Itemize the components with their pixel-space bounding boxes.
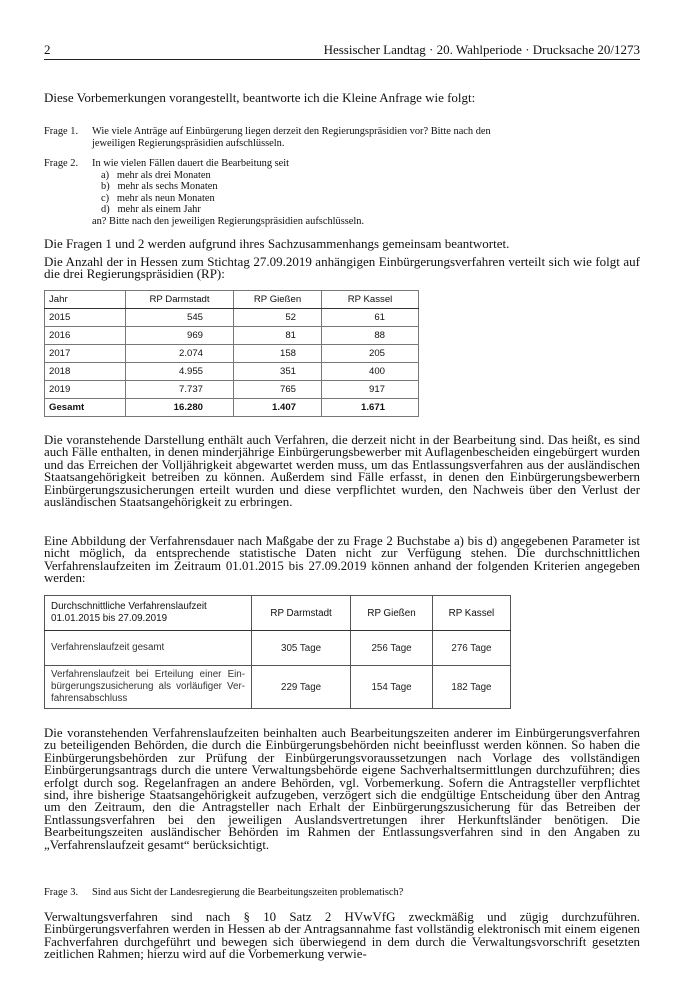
table-cell: 52 [234,309,322,327]
table-cell: 2.074 [126,345,234,363]
table-total-row [45,399,419,417]
final-paragraph: Verwaltungsverfahren sind nach § 10 Satz 2 HVwVfG zweckmäßig und zügig durchzuführen. Einbürgerungsverfahren werden in Hessen ab der Antragsannahme fast vollständig elektronisch mit einem eigenen Fachverfahren durchgeführt und bewegen sich überwiegend in dem durch die Verwaltungsvorschrift gesetzten zeitlichen Rahmen; hierzu wird auf die Vorbemerkung verwie- [44,910,640,962]
table-header-cell [45,596,252,631]
table-cell: 2018 [45,363,126,381]
table-cell: 256 Tage [351,631,433,666]
table-cell: Verfahrenslaufzeit gesamt [45,631,252,666]
question-1-line: Wie viele Anträge auf Einbürgerung liegen derzeit den Regierungspräsidien vor? Bitte nach den [92,126,491,137]
table-cell: 2015 [45,309,126,327]
table-cell: 88 [322,327,419,345]
question-2-text [92,158,640,228]
table-cell: 7.737 [126,381,234,399]
question-1-text [92,126,640,149]
table-row [45,345,419,363]
table-cell: 1.671 [322,399,419,417]
question-2-line: In wie vielen Fällen dauert die Bearbeitung seit [92,158,290,169]
table-cell: 1.407 [234,399,322,417]
table-cell: 917 [322,381,419,399]
header-rule [44,59,640,60]
table-header-line: Durchschnittliche Verfahrenslaufzeit [51,601,207,612]
page-number: 2 [44,42,51,57]
table-cell: 305 Tage [252,631,351,666]
table-header-row [45,291,419,309]
intro-paragraph: Diese Vorbemerkungen vorangestellt, beantworte ich die Kleine Anfrage wie folgt: [44,90,476,105]
table-cell: 351 [234,363,322,381]
table-cell: 61 [322,309,419,327]
table-cell: 2017 [45,345,126,363]
table-header-row [45,596,511,631]
table-row [45,381,419,399]
table-cell: 400 [322,363,419,381]
table-cell: 2019 [45,381,126,399]
table-cell: Gesamt [45,399,126,417]
table-cell: 205 [322,345,419,363]
question-3-text [92,887,640,899]
table-header-cell: RP Gießen [234,291,322,309]
table-header-cell: Jahr [45,291,126,309]
table-cell: 2016 [45,327,126,345]
answer-paragraph-2: Die Anzahl der in Hessen zum Stichtag 27.09.2019 anhängigen Einbürgerungsverfahren verteilt sich wie folgt auf die drei Regierungspräsidien (RP): [44,254,640,282]
answer-paragraph-1: Die Fragen 1 und 2 werden aufgrund ihres Sachzusammenhangs gemeinsam beantwortet. [44,236,510,251]
paragraph-after-table-2: Die voranstehenden Verfahrenslaufzeiten beinhalten auch Bearbeitungszeiten anderer im Einbürgerungsverfahren zu beteiligenden Behörden, die durch die Einbürgerungsbehörden nicht beeinflusst werden können. So haben die Einbürgerungsbehörden zur Prüfung der Einbürgerungsvoraussetzungen nach Vorlage des vollständigen Einbürgerungsantrags durch die untere Verwaltungsbehörde eigene Sachverhaltsermittlungen durchzuführen; dies erfolgt durch sog. Regelanfragen an andere Behörden, vgl. Vorbemerkung. Sofern die Antragsteller verpflichtet sind, ihre bisherige Staatsangehörigkeit aufzugeben, verzögert sich die endgültige Entscheidung über den Antrag um den Zeitraum, den die Antragsteller nach Erhalt der Einbürgerungszusicherung für das Betreiben der Entlassungsverfahren bei den jeweiligen Auslandsvertretungen ihrer Herkunftsländer benötigen. Die Bearbeitungszeiten ausländischer Behörden im Rahmen der Entlassungsverfahren sind in den Angaben zu „Verfahrenslaufzeit gesamt“ berücksichtigt. [44,726,640,852]
table-cell: 81 [234,327,322,345]
question-2-item: d) mehr als einem Jahr [101,204,201,216]
page-header [44,42,640,58]
table-cell: 4.955 [126,363,234,381]
table-row [45,666,511,709]
question-1-line: jeweiligen Regierungspräsidien aufschlüsseln. [92,137,285,149]
question-2-item: b) mehr als sechs Monaten [101,181,218,193]
header-title: Hessischer Landtag · 20. Wahlperiode · Drucksache 20/1273 [323,42,640,57]
table-row [45,631,511,666]
question-2-item: c) mehr als neun Monaten [101,192,215,204]
table-header-line: 01.01.2015 bis 27.09.2019 [51,613,168,624]
pending-applications-table [44,290,419,417]
table-cell: 158 [234,345,322,363]
question-2-label: Frage 2. [44,158,79,169]
table-row [45,327,419,345]
table-cell: Verfahrenslaufzeit bei Erteilung einer Einbürgerungszusicherung als vorläufiger Verfahrensabschluss [45,666,252,709]
table-cell: 182 Tage [432,666,510,709]
question-2-line: an? Bitte nach den jeweiligen Regierungspräsidien aufschlüsseln. [92,215,365,227]
table-row [45,309,419,327]
question-3-label: Frage 3. [44,887,79,898]
table-cell: 765 [234,381,322,399]
table-cell: 276 Tage [432,631,510,666]
table-header-cell: RP Darmstadt [126,291,234,309]
question-3-line: Sind aus Sicht der Landesregierung die Bearbeitungszeiten problematisch? [92,887,404,898]
table-header-cell: RP Gießen [351,596,433,631]
table-cell: 229 Tage [252,666,351,709]
table-header-cell: RP Kassel [322,291,419,309]
table-cell: 969 [126,327,234,345]
table-header-cell: RP Kassel [432,596,510,631]
table-header-cell: RP Darmstadt [252,596,351,631]
table-cell: 545 [126,309,234,327]
table-cell: 154 Tage [351,666,433,709]
paragraph-before-table-2: Eine Abbildung der Verfahrensdauer nach Maßgabe der zu Frage 2 Buchstabe a) bis d) angegebenen Parameter ist nicht möglich, da entsprechende statistische Daten nicht zur Verfügung stehen. Die durchschnittlichen Verfahrenslaufzeiten im Zeitraum 01.01.2015 bis 27.09.2019 können anhand der folgenden Kriterien angegeben werden: [44,534,640,586]
paragraph-after-table-1: Die voranstehende Darstellung enthält auch Verfahren, die derzeit nicht in der Bearbeitung sind. Das heißt, es sind auch Fälle enthalten, in denen minderjährige Einbürgerungsbewerber mit Auflagenbescheiden eingebürgert wurden und das Erreichen der Volljährigkeit abgewartet werden muss, um das Entlassungsverfahren aus der ausländischen Staatsangehörigkeit betreiben zu können. Außerdem sind Fälle erfasst, in denen den Einbürgerungsbewerbern Einbürgerungszusicherungen erteilt wurden und diese verpflichtet wurden, den Nachweis über den Verlust der ausländischen Staatsangehörigkeit zu erbringen. [44,433,640,510]
question-2-item: a) mehr als drei Monaten [101,169,211,181]
processing-time-table [44,595,511,709]
table-row [45,363,419,381]
question-1-label: Frage 1. [44,126,79,137]
table-cell: 16.280 [126,399,234,417]
